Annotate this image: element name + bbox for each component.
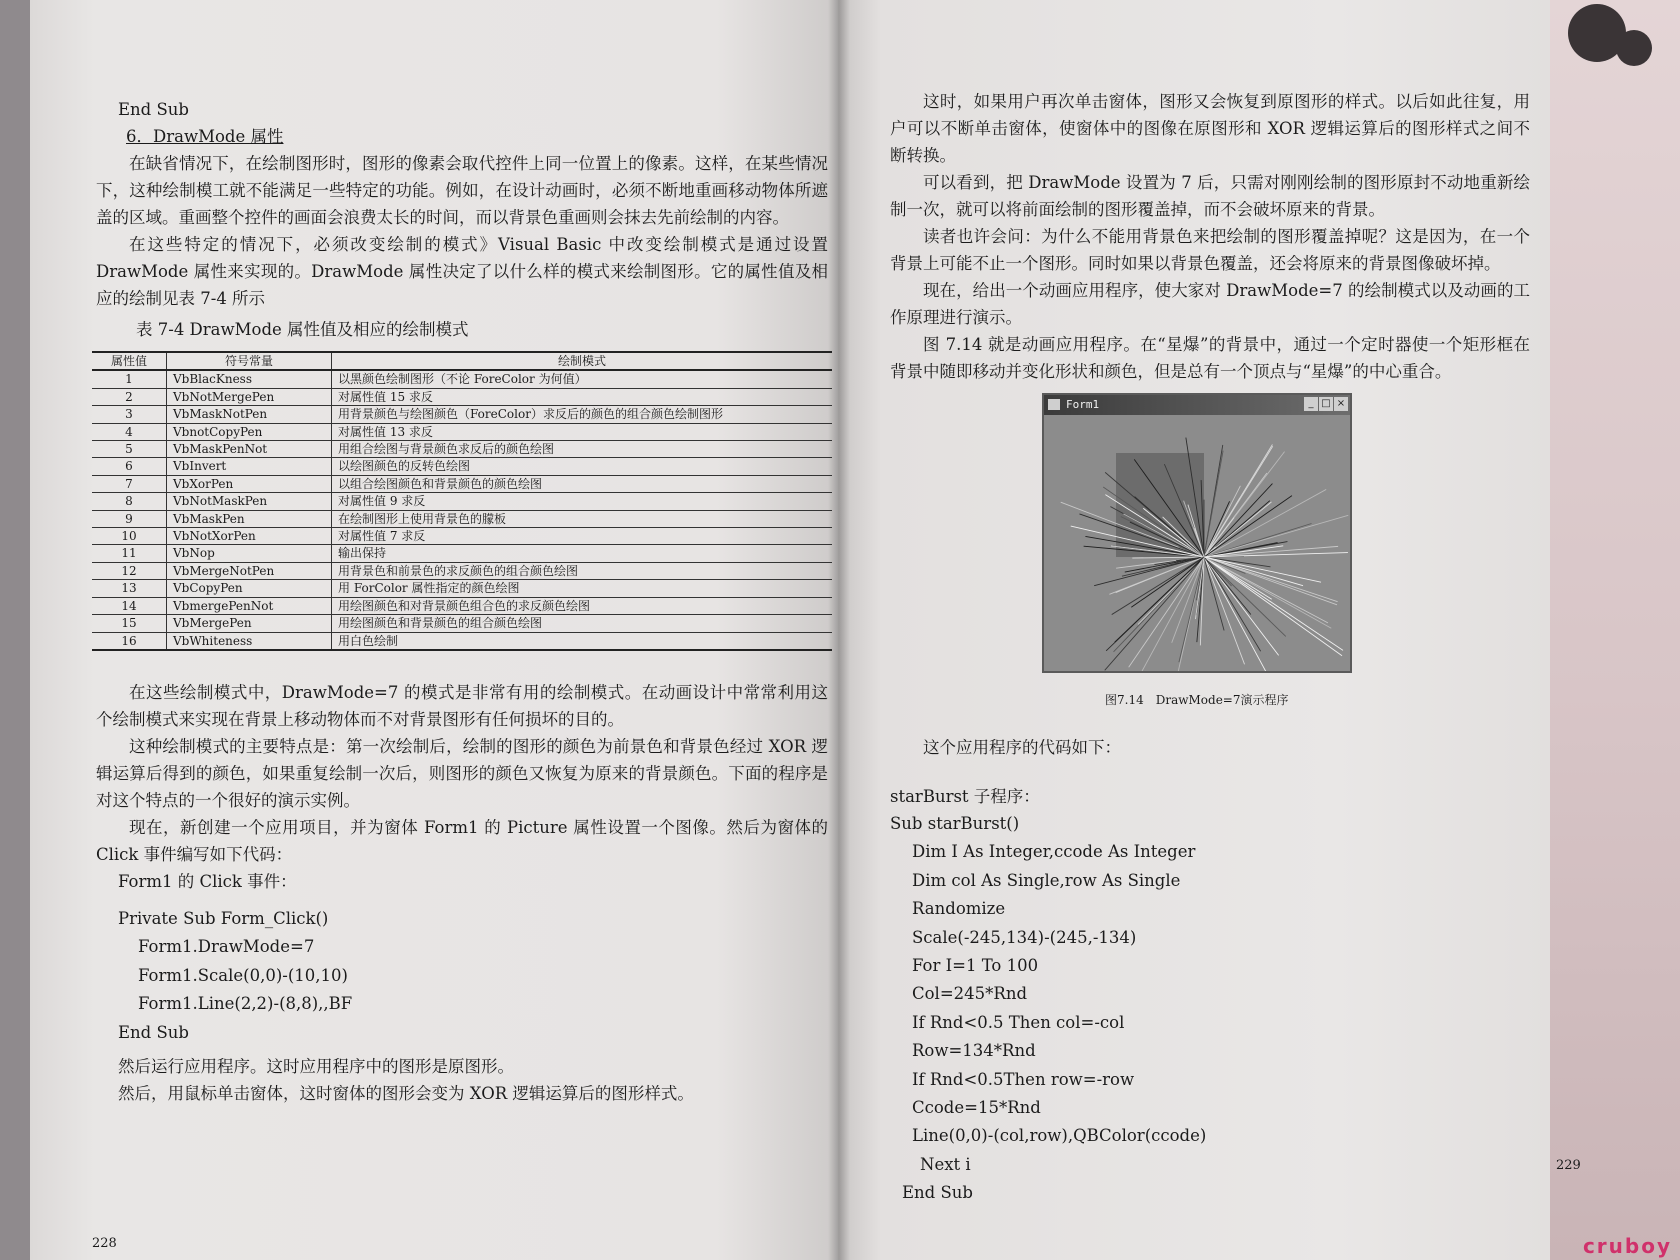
code-line: Form1.Scale(0,0)-(10,10) [138,965,348,985]
code-line: Form1.DrawMode=7 [138,937,315,957]
code-line: End Sub [902,1183,973,1203]
minimize-icon[interactable]: _ [1304,397,1318,411]
background-left [0,0,30,1260]
page-number-left: 228 [92,1236,117,1251]
form1-title: Form1 [1066,398,1100,411]
maximize-icon[interactable]: □ [1319,397,1333,411]
table-header: 属性值 [92,352,167,370]
table-row [92,370,832,388]
starburst-canvas [1044,415,1350,671]
table-row [92,562,832,579]
code-line: Dim col As Single,row As Single [912,870,1181,890]
table-cell-mode: 用绘图颜色和对背景颜色组合色的求反颜色绘图 [332,597,833,614]
watermark: cruboy [1582,1234,1672,1258]
table-cell-value: 14 [92,597,167,614]
table-cell-value: 11 [92,545,167,562]
table-cell-mode: 对属性值 7 求反 [332,528,833,545]
table-cell-constant: VbMaskPen [167,510,332,527]
table-cell-value: 3 [92,406,167,423]
table-row [92,580,832,597]
table-caption: 表 7-4 DrawMode 属性值及相应的绘制模式 [136,320,469,339]
table-cell-constant: VbInvert [167,458,332,475]
table-header-row [92,352,832,370]
table-cell-mode: 用 ForColor 属性指定的颜色绘图 [332,580,833,597]
table-cell-value: 1 [92,370,167,388]
table-cell-value: 10 [92,528,167,545]
paragraph: 在缺省情况下，在绘制图形时，图形的像素会取代控件上同一位置上的像素。这样，在某些情况下，这种绘制模工就不能满足一些特定的功能。例如，在设计动画时，必须不断地重画移动物体所遮盖的区域。重画整个控件的画面会浪费太长的时间，而以背景色重画则会抹去先前绘制的内容。 [96,154,828,227]
table-row [92,423,832,440]
section-heading: 6．DrawMode 属性 [126,127,284,146]
table-row [92,406,832,423]
code-label: Form1 的 Click 事件： [118,871,297,891]
table-cell-constant: VbNotMergePen [167,388,332,405]
paragraph: 可以看到，把 DrawMode 设置为 7 后，只需对刚刚绘制的图形原封不动地重新绘制一次，就可以将前面绘制的图形覆盖掉，而不会破坏原来的背景。 [890,173,1530,219]
table-cell-value: 5 [92,441,167,458]
table-cell-mode: 对属性值 15 求反 [332,388,833,405]
paragraph: 这种绘制模式的主要特点是：第一次绘制后，绘制的图形的颜色为前景色和背景色经过 XOR 逻辑运算后得到的颜色，如果重复绘制一次后，则图形的颜色又恢复为原来的背景颜色。下面的程序是对这个特点的一个很好的演示实例。 [96,736,828,810]
code-intro: 这个应用程序的代码如下： [923,738,1121,757]
table-cell-constant: VbXorPen [167,475,332,492]
table-row [92,528,832,545]
table-row [92,441,832,458]
code-line: Dim I As Integer,ccode As Integer [912,842,1196,862]
right-page-content [890,88,1530,1214]
code-line: Scale(-245,134)-(245,-134) [912,927,1137,947]
table-cell-constant: VbMergePen [167,615,332,632]
paragraph: 图 7.14 就是动画应用程序。在“星爆”的背景中，通过一个定时器使一个矩形框在背景中随即移动并变化形状和颜色，但是总有一个顶点与“星爆”的中心重合。 [890,335,1530,381]
table-cell-constant: VbMaskNotPen [167,406,332,423]
code-line: For I=1 To 100 [912,956,1039,976]
table-cell-constant: VbNotMaskPen [167,493,332,510]
table-cell-constant: VbmergePenNot [167,597,332,614]
table-cell-constant: VbCopyPen [167,580,332,597]
paragraph: 这时，如果用户再次单击窗体，图形又会恢复到原图形的样式。以后如此往复，用户可以不断单击窗体，使窗体中的图像在原图形和 XOR 逻辑运算后的图形样式之间不断转换。 [890,92,1530,165]
table-cell-constant: VbBlacKness [167,370,332,388]
code-line: Form1.Line(2,2)-(8,8),,BF [138,994,353,1014]
code-line: Randomize [912,899,1006,919]
paragraph: 现在，给出一个动画应用程序，使大家对 DrawMode=7 的绘制模式以及动画的工作原理进行演示。 [890,281,1530,327]
code-line: End Sub [118,1022,189,1042]
code-end-sub: End Sub [118,100,189,119]
table-cell-constant: VbNop [167,545,332,562]
table-cell-mode: 以组合绘图颜色和背景颜色的颜色绘图 [332,475,833,492]
table-cell-value: 9 [92,510,167,527]
table-row [92,632,832,650]
table-header: 符号常量 [167,352,332,370]
table-cell-mode: 对属性值 9 求反 [332,493,833,510]
fabric-dot [1616,30,1652,66]
page-number-right: 229 [1556,1158,1581,1173]
code-block [890,810,1530,1208]
code-line: Sub starBurst() [890,814,1020,833]
paragraph: 现在，新创建一个应用项目，并为窗体 Form1 的 Picture 属性设置一个图像。然后为窗体的 Click 事件编写如下代码： [96,817,828,864]
table-body [92,370,832,650]
paragraph: 然后运行应用程序。这时应用程序中的图形是原图形。 [118,1056,514,1076]
table-cell-constant: VbMergeNotPen [167,562,332,579]
table-cell-value: 16 [92,632,167,650]
table-row [92,475,832,492]
table-cell-value: 12 [92,562,167,579]
table-row [92,493,832,510]
table-row [92,510,832,527]
code-line: Row=134*Rnd [912,1041,1036,1061]
table-cell-constant: VbnotCopyPen [167,423,332,440]
figure-caption: 图7.14 DrawMode=7演示程序 [1105,693,1289,707]
table-cell-mode: 用组合绘图与背景颜色求反后的颜色绘图 [332,441,833,458]
drawmode-table [92,351,832,651]
table-cell-value: 7 [92,475,167,492]
table-cell-value: 15 [92,615,167,632]
form1-titlebar [1044,395,1350,415]
close-icon[interactable]: × [1334,397,1348,411]
table-cell-mode: 用背景色和前景色的求反颜色的组合颜色绘图 [332,562,833,579]
table-cell-mode: 用背景颜色与绘图颜色（ForeColor）求反后的颜色的组合颜色绘制图形 [332,406,833,423]
paragraph: 在这些特定的情况下，必须改变绘制的模式》Visual Basic 中改变绘制模式是通过设置 DrawMode 属性来实现的。DrawMode 属性决定了以什么样的模式来绘制图形。它的属性值及相应的绘制见表 7-4 所示 [96,235,828,308]
code-block [96,905,828,1047]
code-line: Private Sub Form_Click() [118,908,329,928]
table-row [92,458,832,475]
table-cell-mode: 用白色绘制 [332,632,833,650]
paragraph: 读者也许会问：为什么不能用背景色来把绘制的图形覆盖掉呢？这是因为，在一个背景上可能不止一个图形。同时如果以背景色覆盖，还会将原来的背景图像破坏掉。 [890,227,1530,273]
table-cell-mode: 对属性值 13 求反 [332,423,833,440]
paragraph: 在这些绘制模式中，DrawMode=7 的模式是非常有用的绘制模式。在动画设计中常常利用这个绘制模式来实现在背景上移动物体而不对背景图形有任何损坏的目的。 [96,682,828,729]
code-line: Line(0,0)-(col,row),QBColor(ccode) [912,1126,1207,1146]
table-cell-mode: 输出保持 [332,545,833,562]
code-label: starBurst 子程序： [890,787,1040,806]
code-line: Next i [920,1154,971,1174]
table-cell-value: 13 [92,580,167,597]
table-row [92,545,832,562]
table-cell-value: 8 [92,493,167,510]
table-cell-constant: VbWhiteness [167,632,332,650]
table-row [92,615,832,632]
code-line: Col=245*Rnd [912,984,1028,1004]
table-cell-mode: 用绘图颜色和背景颜色的组合颜色绘图 [332,615,833,632]
window-icon [1048,399,1060,410]
table-header: 绘制模式 [332,352,833,370]
code-line: If Rnd<0.5 Then col=-col [912,1012,1125,1032]
table-cell-mode: 以绘图颜色的反转色绘图 [332,458,833,475]
table-row [92,388,832,405]
table-cell-mode: 在绘制图形上使用背景色的朦板 [332,510,833,527]
paragraph: 然后，用鼠标单击窗体，这时窗体的图形会变为 XOR 逻辑运算后的图形样式。 [118,1083,694,1103]
left-page-content [96,96,828,1107]
table-cell-value: 2 [92,388,167,405]
form1-window [1042,393,1352,673]
table-cell-constant: VbNotXorPen [167,528,332,545]
table-row [92,597,832,614]
table-cell-mode: 以黑颜色绘制图形（不论 ForeColor 为何值） [332,370,833,388]
table-cell-value: 4 [92,423,167,440]
table-cell-constant: VbMaskPenNot [167,441,332,458]
code-line: If Rnd<0.5Then row=-row [912,1069,1135,1089]
table-cell-value: 6 [92,458,167,475]
code-line: Ccode=15*Rnd [912,1098,1041,1118]
background-fabric [1550,0,1680,1260]
